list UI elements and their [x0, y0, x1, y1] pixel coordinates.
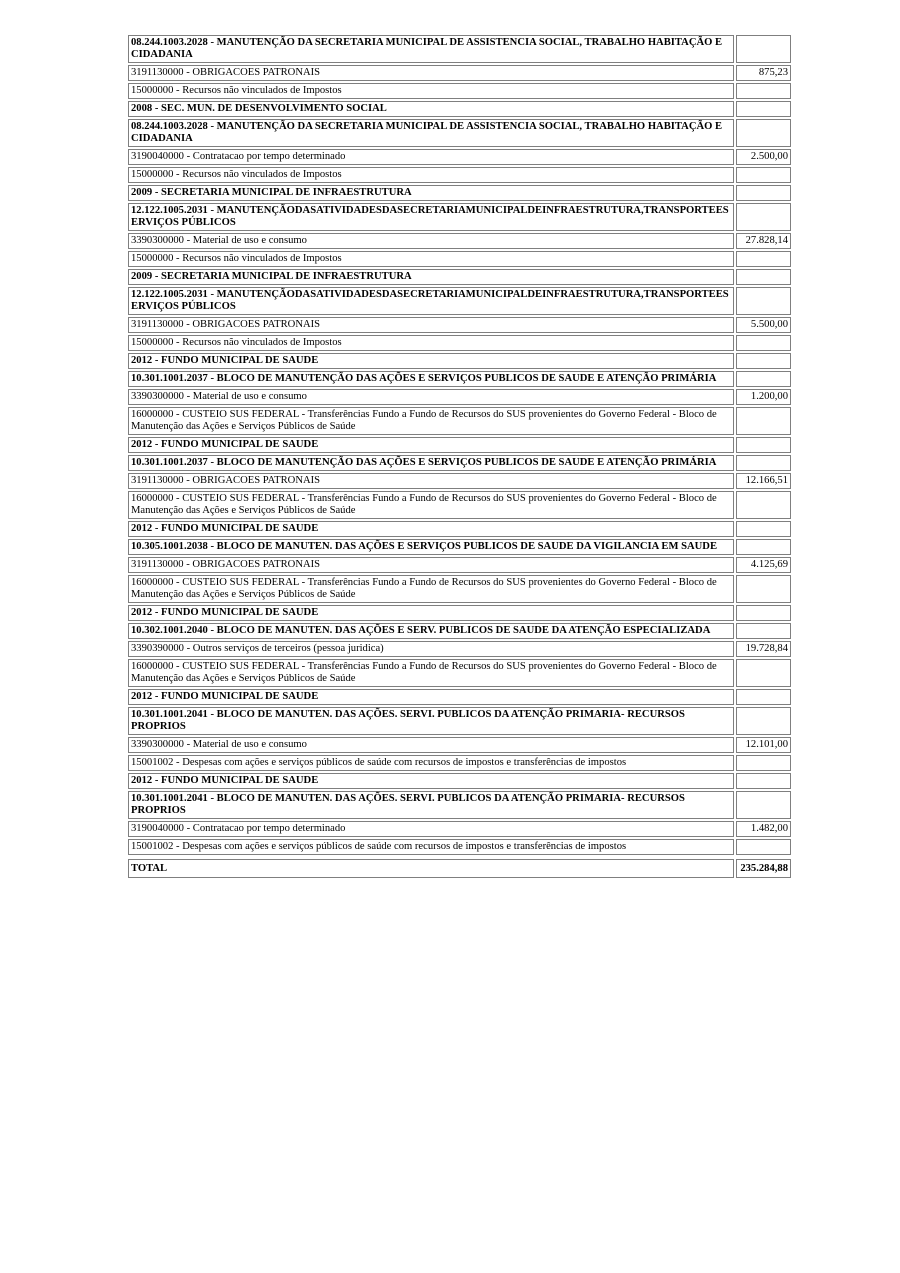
table-row: [128, 491, 791, 519]
table-row: [128, 557, 791, 573]
row-value: 2.500,00: [736, 149, 791, 165]
row-description: 12.122.1005.2031 - MANUTENÇÃODASATIVIDADESDASECRETARIAMUNICIPALDEINFRAESTRUTURA,TRANSPORTEESERVIÇOS PÚBLICOS: [128, 203, 734, 231]
row-description: 16000000 - CUSTEIO SUS FEDERAL - Transferências Fundo a Fundo de Recursos do SUS provenientes do Governo Federal - Bloco de Manutenção das Ações e Serviços Públicos de Saúde: [128, 491, 734, 519]
row-value: [736, 287, 791, 315]
table-heading-row: [128, 455, 791, 471]
row-value: [736, 335, 791, 351]
row-value: 12.166,51: [736, 473, 791, 489]
row-value: [736, 707, 791, 735]
row-description: 16000000 - CUSTEIO SUS FEDERAL - Transferências Fundo a Fundo de Recursos do SUS provenientes do Governo Federal - Bloco de Manutenção das Ações e Serviços Públicos de Saúde: [128, 659, 734, 687]
row-value: [736, 575, 791, 603]
row-description: 2008 - SEC. MUN. DE DESENVOLVIMENTO SOCIAL: [128, 101, 734, 117]
table-row: [128, 233, 791, 249]
row-value: [736, 353, 791, 369]
table-row: [128, 83, 791, 99]
table-row: [128, 659, 791, 687]
row-value: [736, 101, 791, 117]
total-row: [128, 859, 791, 878]
row-value: [736, 203, 791, 231]
row-description: 16000000 - CUSTEIO SUS FEDERAL - Transferências Fundo a Fundo de Recursos do SUS provenientes do Governo Federal - Bloco de Manutenção das Ações e Serviços Públicos de Saúde: [128, 407, 734, 435]
row-value: [736, 35, 791, 63]
row-description: 10.305.1001.2038 - BLOCO DE MANUTEN. DAS AÇÕES E SERVIÇOS PUBLICOS DE SAUDE DA VIGILANCIA EM SAUDE: [128, 539, 734, 555]
row-value: [736, 605, 791, 621]
budget-table: [126, 33, 793, 880]
table-heading-row: [128, 101, 791, 117]
row-value: [736, 167, 791, 183]
row-value: [736, 371, 791, 387]
row-description: 10.301.1001.2041 - BLOCO DE MANUTEN. DAS AÇÕES. SERVI. PUBLICOS DA ATENÇÃO PRIMARIA- RECURSOS PROPRIOS: [128, 791, 734, 819]
row-description: 10.302.1001.2040 - BLOCO DE MANUTEN. DAS AÇÕES E SERV. PUBLICOS DE SAUDE DA ATENÇÃO ESPECIALIZADA: [128, 623, 734, 639]
row-value: [736, 251, 791, 267]
row-description: 2012 - FUNDO MUNICIPAL DE SAUDE: [128, 521, 734, 537]
row-value: 5.500,00: [736, 317, 791, 333]
row-description: 2009 - SECRETARIA MUNICIPAL DE INFRAESTRUTURA: [128, 185, 734, 201]
row-value: 19.728,84: [736, 641, 791, 657]
row-value: [736, 539, 791, 555]
table-heading-row: [128, 791, 791, 819]
row-value: [736, 83, 791, 99]
table-heading-row: [128, 119, 791, 147]
table-heading-row: [128, 539, 791, 555]
row-description: 08.244.1003.2028 - MANUTENÇÃO DA SECRETARIA MUNICIPAL DE ASSISTENCIA SOCIAL, TRABALHO HABITAÇÃO E CIDADANIA: [128, 119, 734, 147]
row-description: 3191130000 - OBRIGACOES PATRONAIS: [128, 65, 734, 81]
table-heading-row: [128, 773, 791, 789]
table-heading-row: [128, 521, 791, 537]
table-row: [128, 167, 791, 183]
row-description: 3190040000 - Contratacao por tempo determinado: [128, 821, 734, 837]
row-description: 10.301.1001.2037 - BLOCO DE MANUTENÇÃO DAS AÇÕES E SERVIÇOS PUBLICOS DE SAUDE E ATENÇÃO PRIMÁRIA: [128, 455, 734, 471]
table-heading-row: [128, 371, 791, 387]
table-heading-row: [128, 353, 791, 369]
row-value: [736, 521, 791, 537]
row-description: 12.122.1005.2031 - MANUTENÇÃODASATIVIDADESDASECRETARIAMUNICIPALDEINFRAESTRUTURA,TRANSPORTEESERVIÇOS PÚBLICOS: [128, 287, 734, 315]
table-heading-row: [128, 707, 791, 735]
row-description: 2012 - FUNDO MUNICIPAL DE SAUDE: [128, 437, 734, 453]
row-description: 2012 - FUNDO MUNICIPAL DE SAUDE: [128, 605, 734, 621]
row-description: 15000000 - Recursos não vinculados de Impostos: [128, 335, 734, 351]
table-row: [128, 473, 791, 489]
row-value: [736, 491, 791, 519]
row-description: 15000000 - Recursos não vinculados de Impostos: [128, 83, 734, 99]
row-description: 3390300000 - Material de uso e consumo: [128, 737, 734, 753]
row-description: 2012 - FUNDO MUNICIPAL DE SAUDE: [128, 773, 734, 789]
table-row: [128, 65, 791, 81]
table-heading-row: [128, 35, 791, 63]
row-value: [736, 659, 791, 687]
row-description: 10.301.1001.2041 - BLOCO DE MANUTEN. DAS AÇÕES. SERVI. PUBLICOS DA ATENÇÃO PRIMARIA- RECURSOS PROPRIOS: [128, 707, 734, 735]
row-description: 3390390000 - Outros serviços de terceiros (pessoa juridica): [128, 641, 734, 657]
table-row: [128, 251, 791, 267]
table-row: [128, 755, 791, 771]
row-value: [736, 623, 791, 639]
row-value: [736, 791, 791, 819]
row-description: 2012 - FUNDO MUNICIPAL DE SAUDE: [128, 353, 734, 369]
row-description: 3191130000 - OBRIGACOES PATRONAIS: [128, 557, 734, 573]
table-heading-row: [128, 185, 791, 201]
row-description: 3390300000 - Material de uso e consumo: [128, 233, 734, 249]
budget-table-body: [128, 35, 791, 855]
table-row: [128, 839, 791, 855]
row-value: [736, 455, 791, 471]
row-value: [736, 269, 791, 285]
table-heading-row: [128, 287, 791, 315]
row-value: [736, 437, 791, 453]
row-value: [736, 119, 791, 147]
row-description: 3190040000 - Contratacao por tempo determinado: [128, 149, 734, 165]
row-description: 3390300000 - Material de uso e consumo: [128, 389, 734, 405]
table-heading-row: [128, 269, 791, 285]
table-row: [128, 407, 791, 435]
table-row: [128, 149, 791, 165]
row-description: 3191130000 - OBRIGACOES PATRONAIS: [128, 317, 734, 333]
table-row: [128, 737, 791, 753]
row-description: 10.301.1001.2037 - BLOCO DE MANUTENÇÃO DAS AÇÕES E SERVIÇOS PUBLICOS DE SAUDE E ATENÇÃO PRIMÁRIA: [128, 371, 734, 387]
row-value: 27.828,14: [736, 233, 791, 249]
table-row: [128, 641, 791, 657]
row-value: [736, 839, 791, 855]
row-description: 16000000 - CUSTEIO SUS FEDERAL - Transferências Fundo a Fundo de Recursos do SUS provenientes do Governo Federal - Bloco de Manutenção das Ações e Serviços Públicos de Saúde: [128, 575, 734, 603]
table-heading-row: [128, 689, 791, 705]
table-row: [128, 317, 791, 333]
table-heading-row: [128, 203, 791, 231]
row-value: 1.200,00: [736, 389, 791, 405]
table-heading-row: [128, 605, 791, 621]
row-description: 08.244.1003.2028 - MANUTENÇÃO DA SECRETARIA MUNICIPAL DE ASSISTENCIA SOCIAL, TRABALHO HABITAÇÃO E CIDADANIA: [128, 35, 734, 63]
row-value: 12.101,00: [736, 737, 791, 753]
row-description: 3191130000 - OBRIGACOES PATRONAIS: [128, 473, 734, 489]
table-row: [128, 575, 791, 603]
row-value: 4.125,69: [736, 557, 791, 573]
row-description: 2009 - SECRETARIA MUNICIPAL DE INFRAESTRUTURA: [128, 269, 734, 285]
row-value: 875,23: [736, 65, 791, 81]
total-value: 235.284,88: [736, 859, 791, 878]
row-value: [736, 185, 791, 201]
row-value: [736, 773, 791, 789]
table-heading-row: [128, 623, 791, 639]
table-row: [128, 389, 791, 405]
row-value: [736, 689, 791, 705]
row-description: 15001002 - Despesas com ações e serviços públicos de saúde com recursos de impostos e transferências de impostos: [128, 755, 734, 771]
table-row: [128, 821, 791, 837]
row-description: 15001002 - Despesas com ações e serviços públicos de saúde com recursos de impostos e transferências de impostos: [128, 839, 734, 855]
row-value: [736, 407, 791, 435]
row-value: [736, 755, 791, 771]
total-label: TOTAL: [128, 859, 734, 878]
row-description: 15000000 - Recursos não vinculados de Impostos: [128, 167, 734, 183]
row-description: 2012 - FUNDO MUNICIPAL DE SAUDE: [128, 689, 734, 705]
row-description: 15000000 - Recursos não vinculados de Impostos: [128, 251, 734, 267]
table-heading-row: [128, 437, 791, 453]
row-value: 1.482,00: [736, 821, 791, 837]
table-row: [128, 335, 791, 351]
total-section: [128, 857, 791, 878]
